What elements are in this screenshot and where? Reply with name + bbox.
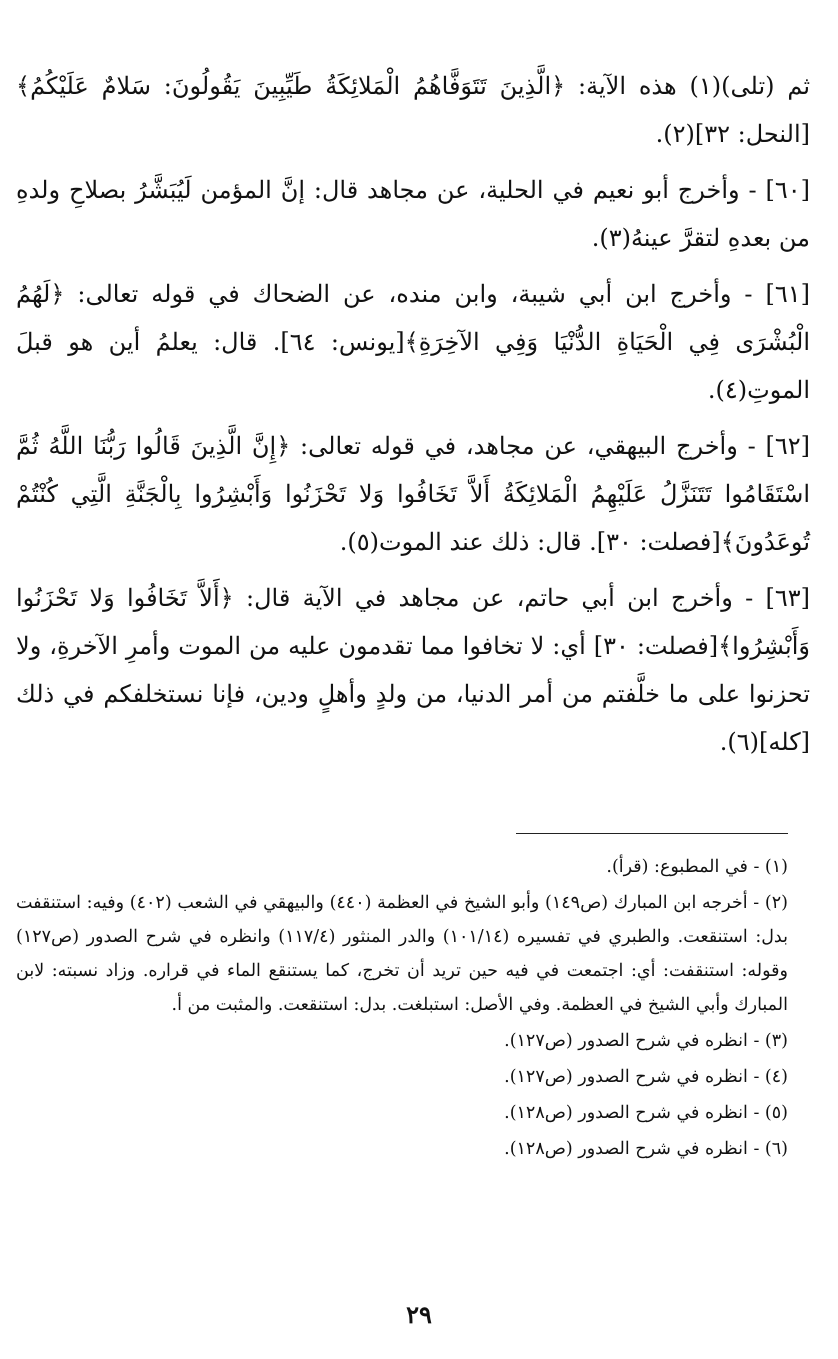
- footnote-divider: [516, 833, 788, 834]
- main-text: [16, 62, 810, 774]
- paragraph-60: [٦٠] - وأخرج أبو نعيم في الحلية، عن مجاهد قال: إنَّ المؤمن لَيُبَشَّرُ بصلاحِ ولدهِ من بعدهِ لتقرَّ عينهُ(٣).: [16, 176, 810, 252]
- footnote-3: (٣) - انظره في شرح الصدور (ص١٢٧).: [504, 1031, 788, 1051]
- paragraph-verse-intro: ثم (تلى)(١) هذه الآية: ﴿الَّذِينَ تَتَوَفَّاهُمُ الْمَلائِكَةُ طَيِّبِينَ يَقُولُونَ: سَلامٌ عَلَيْكُمُ﴾[النحل: ٣٢](٢).: [16, 72, 811, 148]
- page-number: ٢٩: [406, 1300, 432, 1329]
- footnote-6: (٦) - انظره في شرح الصدور (ص١٢٨).: [504, 1139, 788, 1159]
- footnote-1: (١) - في المطبوع: (قرأ).: [606, 857, 788, 877]
- footnote-4: (٤) - انظره في شرح الصدور (ص١٢٧).: [504, 1067, 788, 1087]
- footnotes: [16, 850, 810, 1168]
- paragraph-61: [٦١] - وأخرج ابن أبي شيبة، وابن منده، عن الضحاك في قوله تعالى: ﴿لَهُمُ الْبُشْرَى فِي الْحَيَاةِ الدُّنْيَا وَفِي الآخِرَةِ﴾[يونس: ٦٤]. قال: يعلمُ أين هو قبلَ الموتِ(٤).: [16, 280, 811, 404]
- paragraph-62: [٦٢] - وأخرج البيهقي، عن مجاهد، في قوله تعالى: ﴿إِنَّ الَّذِينَ قَالُوا رَبُّنَا اللَّهُ ثُمَّ اسْتَقَامُوا تَتَنَزَّلُ عَلَيْهِمُ الْمَلائِكَةُ أَلاَّ تَخَافُوا وَلا تَحْزَنُوا وَأَبْشِرُوا بِالْجَنَّةِ الَّتِي كُنْتُمْ تُوعَدُونَ﴾[فصلت: ٣٠]. قال: ذلك عند الموت(٥).: [16, 432, 810, 556]
- footnote-2: (٢) - أخرجه ابن المبارك (ص١٤٩) وأبو الشيخ في العظمة (٤٤٠) والبيهقي في الشعب (٤٠٢) وفيه: استنقفت بدل: استنقعت. والطبري في تفسيره (١٠١/١٤) والدر المنثور (١١٧/٤) وانظره في شرح الصدور (ص١٢٧) وقوله: استنقفت: أي: اجتمعت في فيه حين تريد أن تخرج، كما يستنقع الماء في قراره. وزاد نسبته: لابن المبارك وأبي الشيخ في العظمة. وفي الأصل: استبلغت. بدل: استنقعت. والمثبت من أ.: [16, 893, 788, 1015]
- footnote-5: (٥) - انظره في شرح الصدور (ص١٢٨).: [504, 1103, 788, 1123]
- paragraph-63: [٦٣] - وأخرج ابن أبي حاتم، عن مجاهد في الآية قال: ﴿أَلاَّ تَخَافُوا وَلا تَحْزَنُوا وَأَبْشِرُوا﴾[فصلت: ٣٠] أي: لا تخافوا مما تقدمون عليه من الموت وأمرِ الآخرةِ، ولا تحزنوا على ما خلَّفتم من أمر الدنيا، من ولدٍ وأهلٍ ودين، فإنا نستخلفكم في ذلك [كله](٦).: [16, 584, 810, 756]
